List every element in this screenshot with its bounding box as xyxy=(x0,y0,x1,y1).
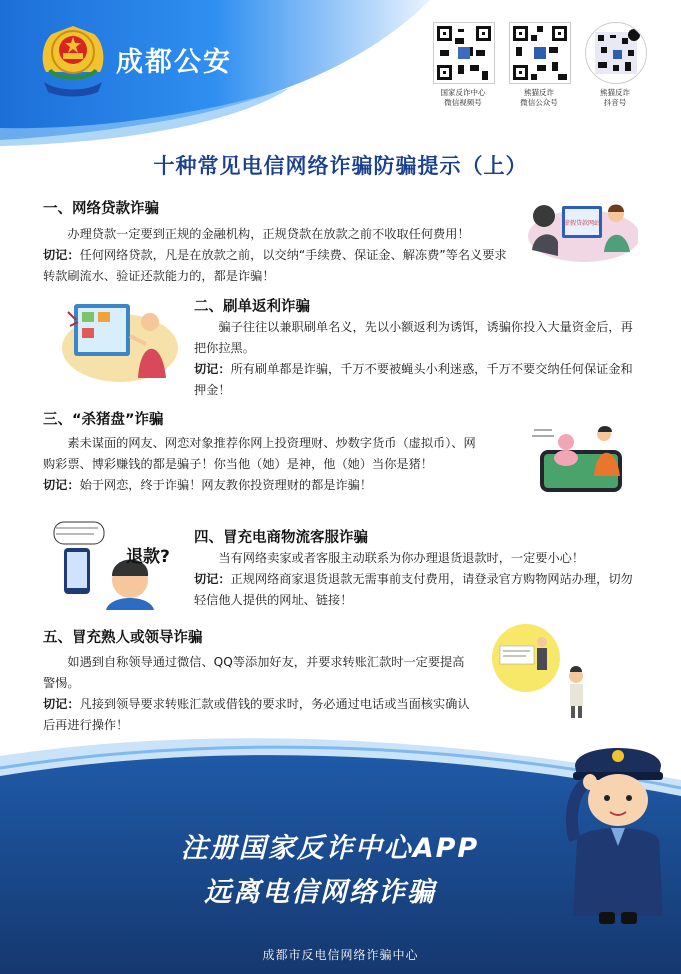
qr-label-national: 国家反诈中心 微信视频号 xyxy=(440,88,486,107)
qr-label-panda-douyin: 熊猫反诈 抖音号 xyxy=(600,88,630,107)
section-body-brushing-fraud: 骗子往往以兼职刷单名义，先以小额返利为诱饵，诱骗你投入大量资金后，再把你拉黑。 切记：所有刷单都是诈骗，千万不要被蝇头小利迷惑，千万不要交纳任何保证金和押金！ xyxy=(194,320,633,397)
brushing-fraud-illustration xyxy=(60,292,178,384)
section-body-pig-butchering: 素未谋面的网友、网恋对象推荐你网上投资理财、炒数字货币（虚拟币）、网购彩票、博彩赚钱的都是骗子！你当他（她）是神，他（她）当你是猪！ 切记：始于网恋，终于诈骗！网友教你投资理财的都是诈骗！ xyxy=(43,436,476,492)
section-body-impersonation: 如遇到自称领导通过微信、QQ等添加好友，并要求转账汇款时一定要提高警惕。 切记：凡接到领导要求转账汇款或借钱的要求时，务必通过电话或当面核实确认后再进行操作！ xyxy=(43,655,470,732)
impersonation-illustration xyxy=(486,620,606,720)
section-body-ecommerce-fraud: 当有网络卖家或者客服主动联系为你办理退货退款时，一定要小心！ 切记：正规网络商家退货退款无需事前支付费用，请登录官方购物网站办理，切勿轻信他人提供的网址、链接！ xyxy=(194,551,633,607)
police-officer-mascot xyxy=(563,736,673,926)
qr-code-panda-douyin xyxy=(585,22,647,84)
section-heading-brushing-fraud: 二、刷单返利诈骗 xyxy=(194,299,310,315)
section-heading-pig-butchering: 三、“杀猪盘”诈骗 xyxy=(43,412,164,428)
loan-fraud-illustration xyxy=(524,196,638,262)
screen-text: 虚假贷款网站 xyxy=(563,220,601,227)
section-heading-ecommerce-fraud: 四、冒充电商物流客服诈骗 xyxy=(194,530,368,546)
section-heading-loan-fraud: 一、网络贷款诈骗 xyxy=(43,201,159,217)
footer-organization: 成都市反电信网络诈骗中心 xyxy=(262,948,419,962)
section-heading-impersonation: 五、冒充熟人或领导诈骗 xyxy=(43,630,203,646)
section-body-loan-fraud: 办理贷款一定要到正规的金融机构，正规贷款在放款之前不收取任何费用！ 切记：任何网络贷款，凡是在放款之前，以交纳“手续费、保证金、解冻费”等名义要求转款刷流水、验证还款能力的，都是诈骗！ xyxy=(43,227,507,283)
page-title: 十种常见电信网络诈骗防骗提示（上） xyxy=(153,154,528,178)
pig-butchering-illustration xyxy=(526,420,640,500)
qr-code-national-antifraud xyxy=(433,22,495,84)
brand-title: 成都公安 xyxy=(116,47,232,78)
refund-question-text: 退款? xyxy=(126,547,170,567)
slogan-line-1: 注册国家反诈中心APP xyxy=(180,833,480,864)
qr-code-panda-wechat xyxy=(509,22,571,84)
police-badge-logo xyxy=(38,22,108,98)
slogan-line-2: 远离电信网络诈骗 xyxy=(204,877,436,908)
qr-label-panda-wechat: 熊猫反诈 微信公众号 xyxy=(520,88,558,107)
ecommerce-refund-fraud-illustration xyxy=(50,518,174,610)
